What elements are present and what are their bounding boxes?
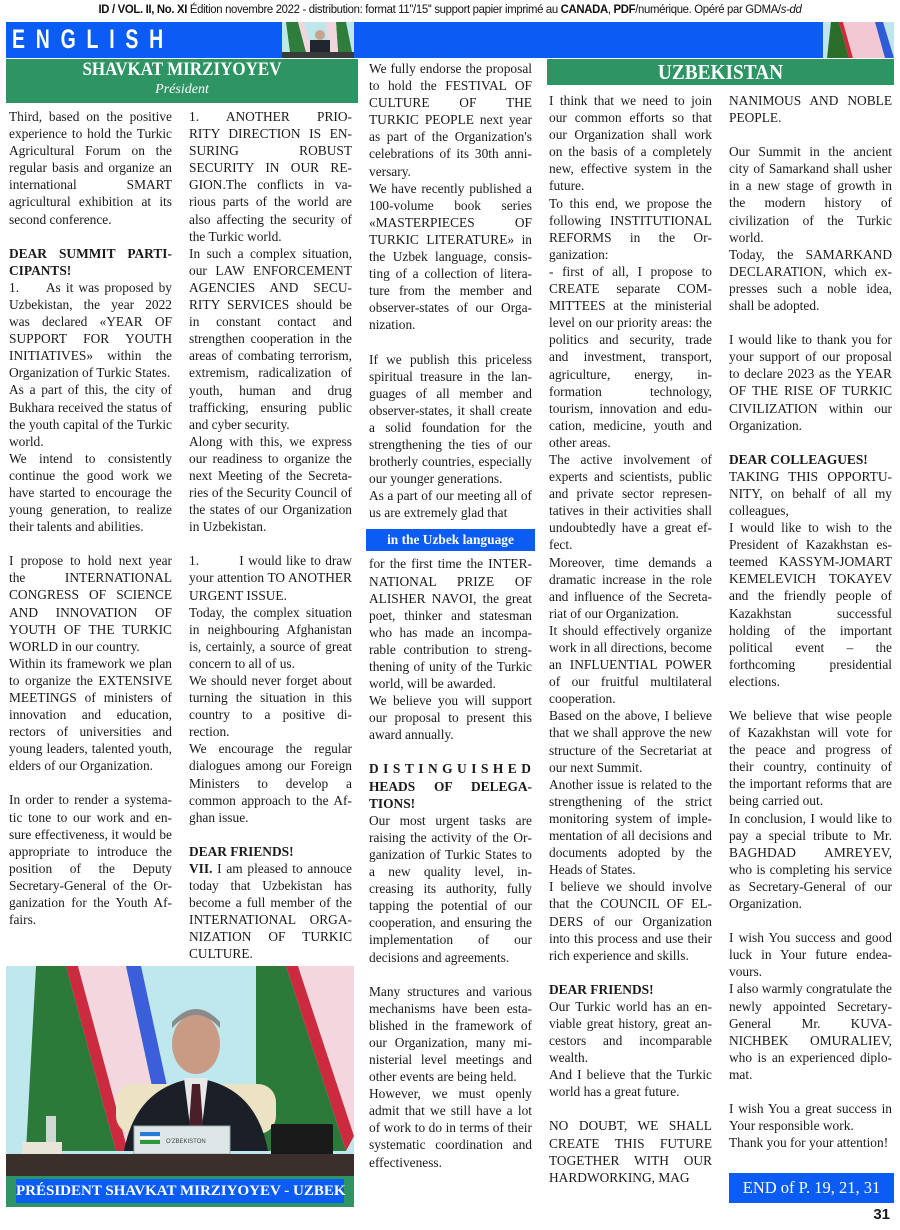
paragraph-text: Our Turkic world has an enviable great history, great ancestors and incomparable wealth.	[549, 998, 712, 1066]
paragraph-text: In such a complex situation, our LAW ENFORCEMENT AGENCIES AND SECURITY SERVICES should be in constant contact and strengthen cooperation in the areas of combating terrorism, extremism, radicalization of youth, human and drug trafficking, ensuring public and cyber security.	[189, 245, 352, 432]
article-column-1	[9, 108, 172, 928]
paragraph-text: It should effectively organize work in all directions, become an INFLUENTIAL POWER of our fruitful multilateral cooperation.	[549, 622, 712, 707]
paragraph	[9, 791, 172, 928]
paragraph	[9, 108, 172, 228]
paragraph-text: DEAR FRIENDS!	[189, 843, 294, 859]
paragraph	[369, 692, 532, 743]
paragraph	[549, 707, 712, 775]
paragraph-lead: VII.	[189, 860, 213, 876]
paragraph-text: - first of all, I propose to CREATE separate COMMITTEES at the ministerial level on our priority areas: the politics and security, trade and investment, transport, agriculture, energy, information technology, tourism, innovation and education, medicine, youth and other areas.	[549, 263, 712, 450]
paragraph	[369, 487, 532, 521]
paragraph-text: I also warmly congratulate the newly appointed Secretary-General Mr. KUVANICHBEK OMURALIEV, who is an experienced diplomat.	[729, 981, 892, 1082]
paragraph	[369, 983, 532, 1086]
paragraph-text: If we publish this priceless spiritual treasure in the languages of all member and observer-states, it shall create a solid foundation for the strengthening the ties of our brotherly countries, especially our younger generations.	[369, 351, 532, 487]
paragraph-text: DEAR COLLEAGUES!	[729, 451, 868, 467]
paragraph	[189, 604, 352, 672]
end-of-article-badge: END of P. 19, 21, 31	[729, 1173, 894, 1203]
paragraph-text: Third, based on the positive experience to hold the Turkic Agricultural Forum on the regular basis and organize an international SMART agricultural exhibition at its second conference.	[9, 109, 172, 227]
paragraph-text: DEAR SUMMIT PARTICIPANTS!	[9, 245, 172, 278]
paragraph-text: As a part of this, the city of Bukhara received the status of the youth capital of the Turkic world.	[9, 382, 172, 449]
section-label: ENGLISH	[12, 24, 175, 54]
paragraph	[549, 1117, 712, 1185]
format-rest: /numérique. Opéré par GDMA/	[635, 2, 781, 16]
paragraph	[549, 1066, 712, 1100]
paragraph-text: TAKING THIS OPPORTUNITY, on behalf of all my colleagues,	[729, 468, 892, 518]
publication-info-line	[32, 2, 869, 20]
paragraph	[549, 263, 712, 451]
paragraph-text: I would like to thank you for your support of our proposal to declare 2023 as the YEAR OF THE RISE OF TURKIC CIVILIZATION within our Organization.	[729, 332, 892, 433]
paragraph	[369, 812, 532, 966]
paragraph	[729, 331, 892, 434]
paragraph-text: In conclusion, I would like to pay a special tribute to Mr. BAGHDAD AMREYEV, who is completing his service as Secretary-General of our Organization.	[729, 810, 892, 912]
language-banner: in the Uzbek language	[366, 529, 535, 551]
article-column-2	[189, 108, 352, 963]
paragraph	[729, 980, 892, 1083]
paragraph	[549, 451, 712, 554]
paragraph-text: To this end, we propose the following INSTITUTIONAL REFORMS in the Organization:	[549, 195, 712, 262]
paragraph	[729, 707, 892, 810]
article-column-4	[549, 92, 712, 1186]
paragraph-text: DEAR FRIENDS!	[549, 981, 654, 997]
paragraph	[369, 1085, 532, 1170]
paragraph-text: for the first time the INTERNATIONAL PRIZE OF ALISHER NAVOI, the great poet, thinker and statesman who has made an incomparable contribution to strengthening of unity of the Turkic world, will be awarded.	[369, 556, 532, 692]
paragraph-text: Moreover, time demands a dramatic increase in the role and influence of the Secretariat of our Organization.	[549, 554, 712, 621]
nameplate-text: O'ZBEKISTON	[166, 1139, 206, 1145]
signature: s-dd	[780, 2, 802, 16]
paragraph	[189, 672, 352, 740]
paragraph	[9, 655, 172, 775]
paragraph	[549, 554, 712, 622]
paragraph	[549, 776, 712, 879]
paragraph-text: In order to render a systematic tone to our work and ensure effectiveness, it would be appropriate to introduce the position of the Deputy Secretary-General of the Organization for the Youth Affairs.	[9, 792, 172, 928]
paragraph	[189, 552, 352, 603]
paragraph-text: I think that we need to join our common efforts so that our Organization shall work on the basis of a completely new, effective system in the future.	[549, 93, 712, 194]
edition-text: Édition novembre 2022 - distribution: format 11''/15'' support papier imprimé au	[187, 2, 561, 16]
paragraph-text: We intend to consistently continue the good work we have started to encourage the young generation, to realize their talents and abilities.	[9, 450, 172, 535]
byline-header	[6, 59, 358, 103]
paragraph	[369, 760, 536, 777]
president-photo	[6, 966, 354, 1176]
paragraph-text: Thank you for your attention!	[729, 1135, 889, 1151]
country-header	[547, 59, 894, 85]
paragraph-text: Based on the above, I believe that we shall approve the new structure of the Secretariat at our next Summit.	[549, 708, 712, 775]
paragraph	[369, 351, 532, 488]
president-photo-frame	[6, 966, 354, 1207]
header-flag-photo	[823, 22, 894, 58]
paragraph	[549, 92, 712, 195]
paragraph	[189, 860, 352, 963]
paragraph-text: We fully endorse the proposal to hold the FESTIVAL OF CULTURE OF THE TURKIC PEOPLE next year as part of the Organization's celebrations of its 30th anniversary.	[369, 61, 532, 179]
paragraph-text: NANIMOUS AND NOBLE PEOPLE.	[729, 93, 892, 126]
paragraph-text: I wish You a great success in Your responsible work.	[729, 1100, 892, 1134]
paragraph	[729, 468, 892, 519]
paragraph	[189, 245, 352, 433]
paragraph	[189, 433, 352, 536]
author-title: Président	[155, 82, 209, 97]
paragraph	[729, 1100, 892, 1134]
header-thumbnail-photo	[282, 22, 354, 58]
paragraph	[729, 246, 892, 314]
paragraph-text: 1. ANOTHER PRIORITY DIRECTION IS ENSURING ROBUST SECURITY IN OUR REGION.The conflicts in various parts of the world are also affecting the security of the Turkic world.	[189, 109, 352, 244]
paragraph-text: 1. As it was proposed by Uzbekistan, the year 2022 was declared «YEAR OF SUPPORT FOR YOUTH INITIATIVES» within the Organization of Turkic States.	[9, 279, 172, 381]
paragraph	[9, 552, 172, 655]
paragraph-text: I wish You success and good luck in Your future endeavours.	[729, 930, 892, 980]
paragraph-text: The active involvement of experts and scientists, public and private sector representatives in their activities shall undoubtedly have a great effect.	[549, 451, 712, 553]
paragraph-text: I am pleased to annouce today that Uzbekistan has become a full member of the INTERNATIONAL ORGANIZATION OF TURKIC CULTURE.	[189, 860, 352, 962]
format-label: PDF	[613, 2, 636, 16]
paragraph	[549, 981, 712, 998]
paragraph-text: We believe you will support our proposal to present this award annually.	[369, 693, 532, 743]
paragraph	[549, 998, 712, 1066]
paragraph-text: As a part of our meeting all of us are extremely glad that	[369, 488, 532, 521]
paragraph-text: We have recently published a 100-volume book series «MASTERPIECES OF TURKIC LITERATURE» in the Uzbek language, consisting of a collection of literature from the member and observer-states of our Organization.	[369, 180, 532, 333]
paragraph	[729, 929, 892, 980]
paragraph-text: NO DOUBT, WE SHALL CREATE THIS FUTURE TOGETHER WITH OUR HARDWORKING, MAG	[549, 1118, 712, 1185]
column-3-part-a	[369, 60, 532, 521]
paragraph	[549, 195, 712, 263]
paragraph	[369, 778, 532, 812]
page-number: 31	[873, 1206, 890, 1223]
paragraph-text: I propose to hold next year the INTERNATIONAL CONGRESS OF SCIENCE AND INNOVATION OF YOUTH OF THE TURKIC WORLD in our country.	[9, 553, 172, 654]
paragraph-text: Many structures and various mechanisms have been established in the framework of our Organization, many ministerial level meetings and other events are being held.	[369, 983, 532, 1085]
photo-caption: PRÉSIDENT SHAVKAT MIRZIYOYEV - UZBEK	[16, 1179, 344, 1203]
paragraph-text: I believe we should involve that the COUNCIL OF ELDERS of our Organization into this process and use their rich experience and skills.	[549, 879, 712, 963]
paragraph	[729, 1134, 892, 1151]
paragraph	[9, 279, 172, 382]
paragraph-text: Within its framework we plan to organize the EXTENSIVE MEETINGS of ministers of innovation and education, rectors of universities and young leaders, talented youth, elders of our Organization.	[9, 655, 172, 774]
paragraph	[369, 60, 532, 180]
paragraph-text: I would like to wish to the President of Kazakhstan esteemed KASSYM-JOMART KEMELEVICH TOKAYEV and the friendly people of Kazakhstan successful holding of the important political event – the forthcoming presidential elections.	[729, 520, 892, 689]
paragraph-text: Our Summit in the ancient city of Samarkand shall usher in a new stage of growth in the modern history of civilization of the Turkic world.	[729, 144, 892, 245]
paragraph	[729, 810, 892, 913]
paragraph-text: We should never forget about turning the situation in this country to a positive direction.	[189, 673, 352, 740]
paragraph	[9, 381, 172, 449]
paragraph	[9, 245, 172, 279]
paragraph	[9, 450, 172, 535]
paragraph	[729, 451, 892, 468]
paragraph-text: Today, the SAMARKAND DECLARATION, which expresses such a noble idea, shall be adopted.	[729, 246, 892, 314]
paragraph	[189, 740, 352, 825]
paragraph-text: 1. I would like to draw your attention TO ANOTHER URGENT ISSUE.	[189, 553, 352, 603]
paragraph	[549, 622, 712, 707]
country-title: UZBEKISTAN	[657, 60, 784, 84]
article-column-5	[729, 92, 892, 1151]
issue-label: ID / VOL. II, No. XI	[98, 2, 188, 16]
paragraph	[189, 108, 352, 245]
column-3-part-b	[369, 555, 536, 1170]
paragraph-text: However, we must openly admit that we still have a lot of work to do in terms of their systematic coordination and effectiveness.	[369, 1086, 532, 1170]
article-column-3	[369, 60, 536, 1171]
paragraph-text: Our most urgent tasks are raising the activity of the Organization of Turkic States to a new quality level, increasing its authority, fully tapping the potential of our cooperation, and ensuring the implementation of our decisions and agreements.	[369, 812, 532, 965]
paragraph	[189, 843, 352, 860]
paragraph	[549, 878, 712, 963]
paragraph-text: Another issue is related to the strengthening of the strict monitoring system of implementation of all decisions and documents adopted by the Heads of States.	[549, 776, 712, 878]
paragraph-text: We believe that wise people of Kazakhstan will vote for the peace and progress of their country, continuity of the important reforms that are being carried out.	[729, 708, 892, 809]
paragraph	[729, 519, 892, 690]
paragraph-text: We encourage the regular dialogues among our Foreign Ministers to develop a common approach to the Afghan issue.	[189, 741, 352, 825]
paragraph-text: HEADS OF DELEGATIONS!	[369, 778, 532, 811]
separator: ,	[607, 2, 614, 16]
paragraph	[729, 92, 892, 126]
paragraph	[369, 180, 532, 334]
paragraph-text: Today, the complex situation in neighbouring Afghanistan is, certainly, a source of great concern to all of us.	[189, 604, 352, 671]
paragraph	[729, 143, 892, 246]
paragraph-text: And I believe that the Turkic world has a great future.	[549, 1067, 712, 1100]
paragraph-text: DISTINGUISHED	[369, 761, 536, 777]
paragraph	[369, 555, 532, 692]
author-name: SHAVKAT MIRZIYOYEV	[82, 60, 282, 80]
country-label: CANADA	[560, 2, 608, 16]
paragraph-text: Along with this, we express our readiness to organize the next Meeting of the Secretaries of the Security Council of the states of our Organization in Uzbekistan.	[189, 433, 352, 535]
